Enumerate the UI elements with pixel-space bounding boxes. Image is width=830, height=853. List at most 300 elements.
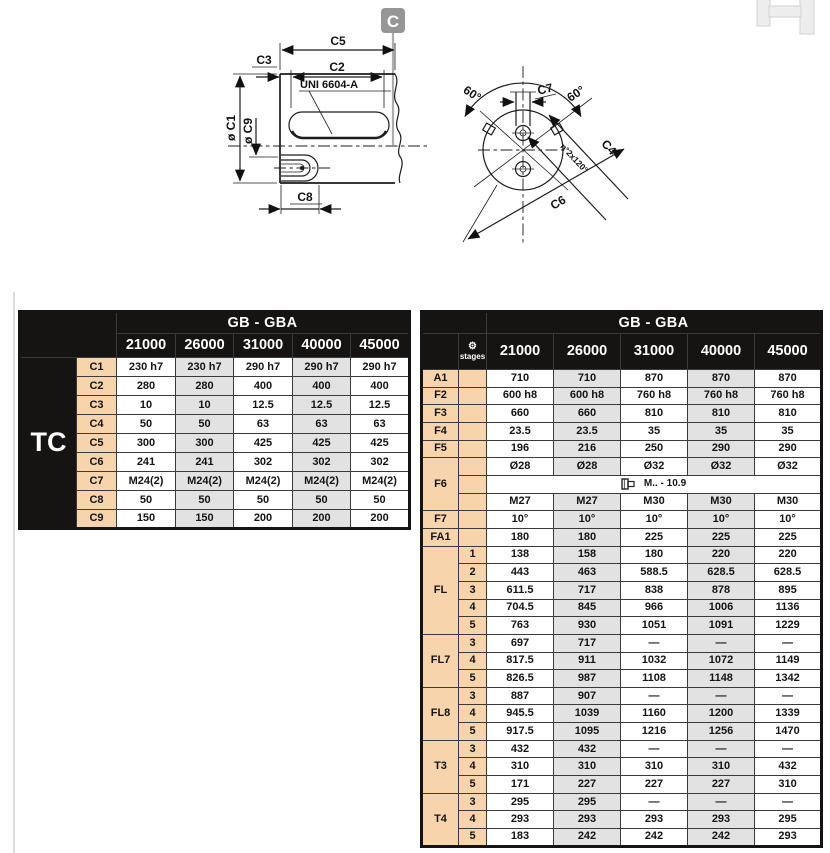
table-cell: 1095 xyxy=(554,723,621,741)
page-scan-edge xyxy=(13,292,15,853)
table-cell: 878 xyxy=(688,581,755,599)
table-cell: 227 xyxy=(621,776,688,794)
table-cell: 710 xyxy=(487,370,554,388)
table-cell: 150 xyxy=(117,510,176,529)
table-cell: 1072 xyxy=(688,652,755,670)
row-label: C3 xyxy=(77,396,117,415)
table-cell: Ø28 xyxy=(554,458,621,476)
table-cell: 588.5 xyxy=(621,564,688,582)
table-cell: 12.5 xyxy=(351,396,410,415)
table-cell: 50 xyxy=(176,491,234,510)
table-cell: — xyxy=(755,634,822,652)
table-cell: — xyxy=(621,793,688,811)
table-cell: 1216 xyxy=(621,723,688,741)
section-label: FL xyxy=(422,546,459,634)
column-header: 21000 xyxy=(117,334,176,358)
table-cell: 838 xyxy=(621,581,688,599)
table-row xyxy=(422,793,822,811)
table-cell: 425 xyxy=(351,434,410,453)
table-cell: M24(2) xyxy=(351,472,410,491)
table-cell: 180 xyxy=(487,528,554,546)
table-cell: 150 xyxy=(176,510,234,529)
dim-label-c2: C2 xyxy=(329,60,345,74)
table-cell: 917.5 xyxy=(487,723,554,741)
table-cell: M30 xyxy=(621,493,688,511)
table-cell: M24(2) xyxy=(117,472,176,491)
table-cell: 432 xyxy=(487,740,554,758)
table-cell: 12.5 xyxy=(293,396,351,415)
table-cell: 870 xyxy=(755,370,822,388)
table-cell: 300 xyxy=(117,434,176,453)
table-cell: — xyxy=(755,740,822,758)
table-cell: 810 xyxy=(621,405,688,423)
column-header: 40000 xyxy=(688,334,755,370)
section-label: F4 xyxy=(422,422,459,440)
table-cell: — xyxy=(688,740,755,758)
table-cell: 225 xyxy=(755,528,822,546)
section-label: F7 xyxy=(422,511,459,529)
section-label: FL8 xyxy=(422,687,459,740)
row-label: C6 xyxy=(77,453,117,472)
table-row xyxy=(422,546,822,564)
table-row xyxy=(422,599,822,617)
table-cell: 10° xyxy=(755,511,822,529)
stage-cell: 4 xyxy=(459,758,487,776)
stage-cell: 4 xyxy=(459,811,487,829)
table-cell: 295 xyxy=(755,811,822,829)
table-cell: 600 h8 xyxy=(554,387,621,405)
table-cell: M30 xyxy=(688,493,755,511)
dim-label-c7: C7 xyxy=(536,80,555,98)
table-cell: 1256 xyxy=(688,723,755,741)
table-cell: 870 xyxy=(688,370,755,388)
stage-cell: 3 xyxy=(459,634,487,652)
row-label: C2 xyxy=(77,377,117,396)
section-badge-label: C xyxy=(386,12,400,31)
table-cell: 660 xyxy=(487,405,554,423)
table-cell: M24(2) xyxy=(176,472,234,491)
table-row xyxy=(422,617,822,635)
table-cell: 400 xyxy=(293,377,351,396)
table-cell: 1470 xyxy=(755,723,822,741)
table-cell: 295 xyxy=(487,793,554,811)
table-cell: 180 xyxy=(621,546,688,564)
table-cell: 302 xyxy=(293,453,351,472)
keyway-standard-label: UNI 6604-A xyxy=(300,79,359,91)
table-cell: 400 xyxy=(234,377,293,396)
table-row xyxy=(422,740,822,758)
stage-cell xyxy=(459,387,487,405)
table-row xyxy=(20,434,410,453)
table-cell: 63 xyxy=(293,415,351,434)
table-cell: 280 xyxy=(176,377,234,396)
side-view-drawing xyxy=(224,34,428,214)
table-cell: 35 xyxy=(755,422,822,440)
table-row xyxy=(422,634,822,652)
table-cell: 911 xyxy=(554,652,621,670)
column-header: 31000 xyxy=(234,334,293,358)
stage-cell xyxy=(459,422,487,440)
stage-cell: 4 xyxy=(459,652,487,670)
dim-label-c4: C4 xyxy=(598,136,620,158)
table-cell: 845 xyxy=(554,599,621,617)
table-cell: 242 xyxy=(621,829,688,847)
section-label: F2 xyxy=(422,387,459,405)
column-header: 26000 xyxy=(554,334,621,370)
table-cell: 225 xyxy=(688,528,755,546)
table-cell: 810 xyxy=(688,405,755,423)
dim-label-dia-c1: ø C1 xyxy=(224,114,238,142)
table-row xyxy=(422,370,822,388)
table-cell: 50 xyxy=(351,491,410,510)
section-label: T4 xyxy=(422,793,459,846)
table-cell: M30 xyxy=(755,493,822,511)
table-cell: 1339 xyxy=(755,705,822,723)
table-cell: 293 xyxy=(621,811,688,829)
table-cell: 810 xyxy=(755,405,822,423)
brand-logo-fragment xyxy=(757,0,814,34)
table-cell: 293 xyxy=(688,811,755,829)
table-cell: 293 xyxy=(554,811,621,829)
table-cell: 817.5 xyxy=(487,652,554,670)
table-cell: 225 xyxy=(621,528,688,546)
table-cell: 50 xyxy=(176,415,234,434)
table-cell: 158 xyxy=(554,546,621,564)
table-cell: 870 xyxy=(621,370,688,388)
table-cell: 290 h7 xyxy=(293,358,351,377)
stage-cell: 5 xyxy=(459,670,487,688)
stage-cell: 4 xyxy=(459,599,487,617)
end-view-drawing xyxy=(461,66,628,243)
row-label: C5 xyxy=(77,434,117,453)
table-cell: 966 xyxy=(621,599,688,617)
table-cell: 196 xyxy=(487,440,554,458)
gb-gba-dimensions-table xyxy=(420,310,823,848)
table-cell: 220 xyxy=(755,546,822,564)
table-cell: Ø32 xyxy=(688,458,755,476)
row-label: C4 xyxy=(77,415,117,434)
table-cell: 760 h8 xyxy=(755,387,822,405)
table-row xyxy=(422,758,822,776)
table-cell: 50 xyxy=(293,491,351,510)
merged-note-text: M.. - 10.9 xyxy=(643,478,687,490)
table-cell: 10 xyxy=(176,396,234,415)
table-cell: 10 xyxy=(117,396,176,415)
table-cell: 200 xyxy=(234,510,293,529)
table-cell: 1342 xyxy=(755,670,822,688)
section-label: A1 xyxy=(422,370,459,388)
table-row xyxy=(422,776,822,794)
merged-note-cell xyxy=(487,475,822,493)
table-cell: 280 xyxy=(117,377,176,396)
table-row xyxy=(422,581,822,599)
table-cell: 180 xyxy=(554,528,621,546)
table-cell: 400 xyxy=(351,377,410,396)
table-cell: 930 xyxy=(554,617,621,635)
table-cell: 200 xyxy=(351,510,410,529)
table-row xyxy=(20,491,410,510)
dim-label-angle-right: 60° xyxy=(564,82,588,105)
section-marker xyxy=(381,8,405,145)
table-cell: 1091 xyxy=(688,617,755,635)
table-cell: Ø32 xyxy=(755,458,822,476)
table-cell: 1108 xyxy=(621,670,688,688)
table-row xyxy=(20,510,410,529)
table-cell: Ø32 xyxy=(621,458,688,476)
bolt-icon xyxy=(621,478,635,490)
gear-icon: ⚙ xyxy=(468,341,477,352)
table-row xyxy=(422,564,822,582)
table-cell: 628.5 xyxy=(755,564,822,582)
table-cell: 1051 xyxy=(621,617,688,635)
table-group-header: GB - GBA xyxy=(487,312,822,334)
table-row xyxy=(422,652,822,670)
table-row xyxy=(422,705,822,723)
table-cell: 138 xyxy=(487,546,554,564)
table-cell: 987 xyxy=(554,670,621,688)
table-cell: 183 xyxy=(487,829,554,847)
table-cell: — xyxy=(621,740,688,758)
stage-cell: 5 xyxy=(459,776,487,794)
table-cell: M27 xyxy=(554,493,621,511)
table-cell: 310 xyxy=(621,758,688,776)
table-row xyxy=(20,472,410,491)
dim-label-angle-left: 60° xyxy=(460,82,484,105)
table-cell: 242 xyxy=(688,829,755,847)
table-cell: — xyxy=(688,634,755,652)
table-cell: 310 xyxy=(688,758,755,776)
table-row xyxy=(422,422,822,440)
stage-cell: 5 xyxy=(459,723,487,741)
table-cell: — xyxy=(688,687,755,705)
stage-cell xyxy=(459,458,487,476)
table-row xyxy=(20,415,410,434)
holes-note-label: n°2x120° xyxy=(558,141,591,175)
table-cell: 50 xyxy=(234,491,293,510)
table-cell: 697 xyxy=(487,634,554,652)
row-label: C8 xyxy=(77,491,117,510)
table-cell: 425 xyxy=(293,434,351,453)
table-cell: 12.5 xyxy=(234,396,293,415)
table-cell: M24(2) xyxy=(234,472,293,491)
table-cell: 10° xyxy=(554,511,621,529)
table-cell: 310 xyxy=(487,758,554,776)
table-cell: 227 xyxy=(688,776,755,794)
table-row xyxy=(20,453,410,472)
section-label: F5 xyxy=(422,440,459,458)
section-label: FL7 xyxy=(422,634,459,687)
table-cell: 704.5 xyxy=(487,599,554,617)
table-cell: 23.5 xyxy=(487,422,554,440)
dim-label-c8: C8 xyxy=(297,190,313,204)
table-cell: 302 xyxy=(234,453,293,472)
stage-cell xyxy=(459,493,487,511)
table-cell: 50 xyxy=(117,491,176,510)
table-cell: 1148 xyxy=(688,670,755,688)
table-cell: 295 xyxy=(554,793,621,811)
stage-cell: 3 xyxy=(459,793,487,811)
table-cell: 425 xyxy=(234,434,293,453)
table-row xyxy=(422,811,822,829)
table-cell: 763 xyxy=(487,617,554,635)
table-row xyxy=(422,723,822,741)
table-cell: 1160 xyxy=(621,705,688,723)
table-cell: 293 xyxy=(755,829,822,847)
table-cell: 432 xyxy=(554,740,621,758)
table-cell: Ø28 xyxy=(487,458,554,476)
table-cell: 660 xyxy=(554,405,621,423)
table-cell: 35 xyxy=(688,422,755,440)
column-header: 26000 xyxy=(176,334,234,358)
column-header: 21000 xyxy=(487,334,554,370)
column-header: 31000 xyxy=(621,334,688,370)
table-cell: 250 xyxy=(621,440,688,458)
table-cell: 290 h7 xyxy=(351,358,410,377)
table-group-header: GB - GBA xyxy=(117,312,410,334)
table-cell: 302 xyxy=(351,453,410,472)
table-row xyxy=(20,358,410,377)
table-cell: 945.5 xyxy=(487,705,554,723)
table-row xyxy=(422,387,822,405)
table-row xyxy=(422,511,822,529)
table-cell: 600 h8 xyxy=(487,387,554,405)
technical-drawing xyxy=(0,0,830,300)
row-label: C9 xyxy=(77,510,117,529)
table-cell: — xyxy=(621,634,688,652)
stage-cell: 2 xyxy=(459,564,487,582)
table-row xyxy=(20,377,410,396)
table-cell: 230 h7 xyxy=(117,358,176,377)
table-cell: — xyxy=(755,793,822,811)
table-cell: 1149 xyxy=(755,652,822,670)
section-label: T3 xyxy=(422,740,459,793)
table-cell: 907 xyxy=(554,687,621,705)
table-row xyxy=(422,528,822,546)
section-label: F3 xyxy=(422,405,459,423)
column-header: 45000 xyxy=(755,334,822,370)
table-cell: 1039 xyxy=(554,705,621,723)
table-row xyxy=(20,396,410,415)
stage-cell: 4 xyxy=(459,705,487,723)
stage-cell xyxy=(459,511,487,529)
table-cell: 760 h8 xyxy=(621,387,688,405)
gb-gba-table xyxy=(420,310,823,848)
table-cell: 10° xyxy=(621,511,688,529)
table-cell: 717 xyxy=(554,581,621,599)
table-cell: 242 xyxy=(554,829,621,847)
row-group-label-tc: TC xyxy=(20,358,77,529)
table-cell: 717 xyxy=(554,634,621,652)
table-cell: 10° xyxy=(688,511,755,529)
table-cell: 760 h8 xyxy=(688,387,755,405)
table-cell: 1136 xyxy=(755,599,822,617)
table-cell: 895 xyxy=(755,581,822,599)
table-cell: M24(2) xyxy=(293,472,351,491)
table-cell: 826.5 xyxy=(487,670,554,688)
table-row xyxy=(422,475,822,493)
table-cell: 310 xyxy=(554,758,621,776)
table-cell: 1200 xyxy=(688,705,755,723)
table-cell: M27 xyxy=(487,493,554,511)
table-cell: — xyxy=(755,687,822,705)
column-header: 45000 xyxy=(351,334,410,358)
table-cell: 300 xyxy=(176,434,234,453)
stage-cell: 1 xyxy=(459,546,487,564)
table-cell: 887 xyxy=(487,687,554,705)
table-cell: — xyxy=(621,687,688,705)
stage-cell: 3 xyxy=(459,740,487,758)
table-cell: — xyxy=(688,793,755,811)
section-label: FA1 xyxy=(422,528,459,546)
stage-cell xyxy=(459,370,487,388)
table-cell: 310 xyxy=(755,776,822,794)
dim-label-c5: C5 xyxy=(330,34,346,48)
table-row xyxy=(422,670,822,688)
stage-cell xyxy=(459,405,487,423)
dim-label-dia-c9: ø C9 xyxy=(241,117,255,145)
table-cell: 216 xyxy=(554,440,621,458)
table-row xyxy=(422,687,822,705)
table-cell: 1006 xyxy=(688,599,755,617)
table-cell: 443 xyxy=(487,564,554,582)
table-cell: 35 xyxy=(621,422,688,440)
tc-dimensions-table xyxy=(18,310,411,530)
section-label: F6 xyxy=(422,458,459,511)
table-cell: 63 xyxy=(351,415,410,434)
table-cell: 50 xyxy=(117,415,176,434)
row-label: C1 xyxy=(77,358,117,377)
table-cell: 1229 xyxy=(755,617,822,635)
table-cell: 710 xyxy=(554,370,621,388)
stage-cell: 3 xyxy=(459,687,487,705)
table-cell: 220 xyxy=(688,546,755,564)
table-cell: 1032 xyxy=(621,652,688,670)
dim-label-c3: C3 xyxy=(256,53,272,67)
stages-header xyxy=(459,334,487,370)
table-row xyxy=(422,493,822,511)
stages-header-label: stages xyxy=(459,352,486,361)
tc-table xyxy=(18,310,411,530)
table-row xyxy=(422,829,822,847)
table-cell: 171 xyxy=(487,776,554,794)
dim-label-c6: C6 xyxy=(547,192,569,213)
table-row xyxy=(422,440,822,458)
table-cell: 611.5 xyxy=(487,581,554,599)
stage-cell xyxy=(459,475,487,493)
table-cell: 200 xyxy=(293,510,351,529)
table-cell: 227 xyxy=(554,776,621,794)
stage-cell: 5 xyxy=(459,617,487,635)
table-cell: 293 xyxy=(487,811,554,829)
table-row xyxy=(422,458,822,476)
table-cell: 290 xyxy=(755,440,822,458)
table-cell: 628.5 xyxy=(688,564,755,582)
column-header: 40000 xyxy=(293,334,351,358)
row-label: C7 xyxy=(77,472,117,491)
stage-cell xyxy=(459,440,487,458)
table-cell: 63 xyxy=(234,415,293,434)
table-cell: 432 xyxy=(755,758,822,776)
stage-cell: 5 xyxy=(459,829,487,847)
stage-cell: 3 xyxy=(459,581,487,599)
table-cell: 10° xyxy=(487,511,554,529)
table-row xyxy=(422,405,822,423)
table-cell: 230 h7 xyxy=(176,358,234,377)
stage-cell xyxy=(459,528,487,546)
table-cell: 463 xyxy=(554,564,621,582)
table-cell: 241 xyxy=(117,453,176,472)
table-cell: 290 xyxy=(688,440,755,458)
